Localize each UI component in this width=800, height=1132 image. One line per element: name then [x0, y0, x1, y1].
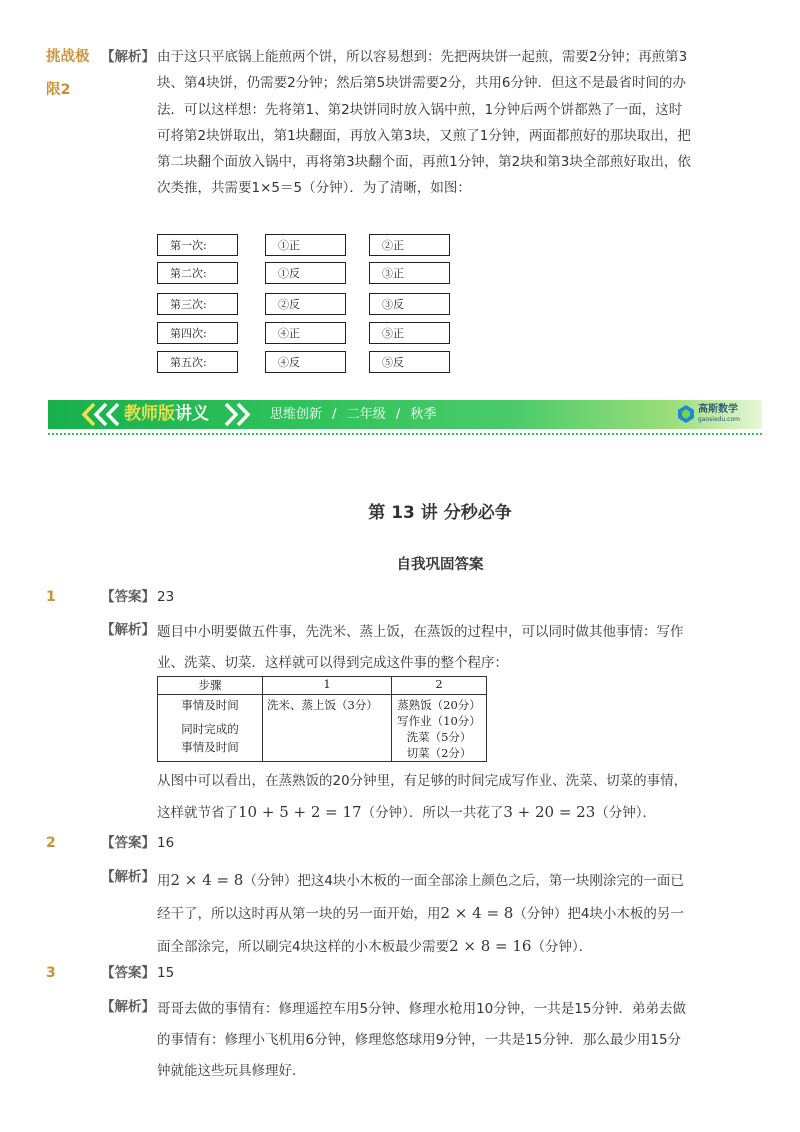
text-span: （分钟）．	[595, 805, 657, 821]
brand-name: 高斯数学	[698, 404, 738, 415]
text-line: 的事情有：修理小飞机用6分钟，修理悠悠球用9分钟，一共是15分钟．那么最少用15分	[157, 1032, 682, 1048]
pancake-box: ③正	[369, 262, 450, 284]
text-line: 哥哥去做的事情有：修理遥控车用5分钟、修理水枪用10分钟，一共是15分钟．弟弟去做	[157, 1001, 686, 1017]
text-line	[157, 897, 769, 930]
pancake-box: ②正	[369, 234, 450, 256]
table-cell	[392, 695, 487, 762]
table-header-cell: 步骤	[158, 677, 263, 695]
question-number: 3	[46, 965, 56, 981]
banner-dotted-rule	[48, 433, 762, 435]
text-line	[157, 864, 769, 897]
row-label: 事情及时间	[181, 698, 239, 712]
table-row-labels	[158, 695, 263, 762]
cell-line: 切菜（2分）	[406, 746, 472, 760]
text-line: 钟就能这些玩具修理好．	[157, 1063, 306, 1079]
pancake-box: ③反	[369, 293, 450, 315]
challenge-label-line1: 挑战极	[46, 49, 90, 65]
step-label-box: 第四次:	[157, 322, 238, 344]
text-span: （分钟）把这4块小木板的一面全部涂上颜色之后，第一块刚涂完的一面已	[243, 873, 684, 889]
text-span: 用	[157, 873, 171, 889]
answer-value: 15	[157, 965, 175, 981]
steps-table	[157, 676, 487, 762]
answer-value: 16	[157, 835, 175, 851]
banner-title-a: 教师版	[124, 404, 175, 424]
text-span: 这样就节省了	[157, 805, 238, 821]
banner-title	[124, 403, 209, 426]
text-line	[157, 797, 767, 829]
q1-conclusion	[157, 766, 767, 829]
answer-tag: 【答案】	[101, 835, 155, 851]
chevron-right-icon	[220, 403, 260, 426]
breadcrumb-separator: /	[395, 407, 401, 422]
lecture-title: 第 13 讲 分秒必争	[368, 503, 512, 523]
analysis-tag: 【解析】	[101, 999, 155, 1015]
analysis-tag: 【解析】	[101, 869, 155, 885]
breadcrumb-item: 秋季	[410, 407, 437, 422]
cell-line: 蒸熟饭（20分）	[397, 698, 481, 712]
math-expression: 2 × 8 = 16	[449, 937, 532, 955]
step-label-box: 第三次:	[157, 293, 238, 315]
text-line: 由于这只平底锅上能煎两个饼，所以容易想到：先把两块饼一起煎，需要2分钟；再煎第3	[157, 49, 688, 65]
table-header-cell: 2	[392, 677, 487, 695]
teacher-edition-banner	[48, 400, 762, 429]
pancake-box: ④正	[265, 322, 346, 344]
challenge-analysis-tag: 【解析】	[101, 49, 155, 65]
text-span: （分钟）．所以一共花了	[361, 805, 504, 821]
challenge-label-line2: 限2	[46, 82, 71, 98]
breadcrumb-item: 思维创新	[270, 407, 323, 422]
table-cell: 洗米、蒸上饭（3分）	[263, 695, 392, 762]
q2-analysis	[157, 864, 769, 963]
question-number: 2	[46, 835, 56, 851]
text-line	[157, 930, 769, 963]
banner-breadcrumb	[270, 405, 436, 425]
q3-analysis	[157, 994, 769, 1087]
text-span: 经干了，所以这时再从第一块的另一面开始，用	[157, 906, 441, 922]
text-line: 次类推，共需要1×5＝5（分钟）．为了清晰，如图：	[157, 180, 471, 197]
pancake-box: ④反	[265, 351, 346, 373]
cell-line: 写作业（10分）	[397, 714, 481, 728]
math-expression: 2 × 4 = 8	[440, 904, 514, 922]
row-label: 同时完成的	[181, 722, 239, 736]
pancake-box: ⑤正	[369, 322, 450, 344]
challenge-text	[157, 44, 767, 202]
question-number: 1	[46, 589, 56, 605]
math-expression: 2 × 4 = 8	[170, 871, 244, 889]
step-label-box: 第一次:	[157, 234, 238, 256]
text-line: 业、洗菜、切菜．这样就可以得到完成这件事的整个程序：	[157, 655, 508, 671]
analysis-tag: 【解析】	[101, 622, 155, 638]
text-span: 面全部涂完，所以刷完4块这样的小木板最少需要	[157, 939, 450, 955]
chevron-left-icon	[78, 403, 126, 426]
pancake-box: ①反	[265, 262, 346, 284]
text-line: 块、第4块饼，仍需要2分钟；然后第5块饼需要2分，共用6分钟．但这不是最省时间的办	[157, 75, 686, 92]
row-label: 事情及时间	[181, 740, 239, 754]
text-line: 第二块翻个面放入锅中，再将第3块翻个面，再煎1分钟，第2块和第3块全部煎好取出，依	[157, 154, 691, 171]
math-expression: 10 + 5 + 2 = 17	[238, 803, 362, 821]
table-header-cell: 1	[263, 677, 392, 695]
brand-url: gaosiedu.com	[698, 416, 740, 423]
step-label-box: 第五次:	[157, 351, 238, 373]
cell-line: 洗菜（5分）	[406, 730, 472, 744]
pancake-box: ⑤反	[369, 351, 450, 373]
text-span: （分钟）把4块小木板的另一	[513, 906, 684, 922]
answer-tag: 【答案】	[101, 965, 155, 981]
text-line: 从图中可以看出，在蒸熟饭的20分钟里，有足够的时间完成写作业、洗菜、切菜的事情，	[157, 773, 688, 789]
breadcrumb-item: 二年级	[346, 407, 386, 422]
answer-value: 23	[157, 589, 175, 605]
math-expression: 3 + 20 = 23	[503, 803, 596, 821]
q1-analysis	[157, 617, 767, 679]
banner-title-b: 讲义	[175, 404, 209, 424]
brand-logo-icon	[676, 404, 696, 424]
challenge-label	[46, 44, 90, 104]
text-span: （分钟）．	[531, 939, 593, 955]
section-subtitle: 自我巩固答案	[396, 557, 484, 573]
pancake-box: ②反	[265, 293, 346, 315]
text-line: 题目中小明要做五件事，先洗米、蒸上饭，在蒸饭的过程中，可以同时做其他事情：写作	[157, 624, 684, 640]
step-label-box: 第二次:	[157, 262, 238, 284]
text-line: 法．可以这样想：先将第1、第2块饼同时放入锅中煎，1分钟后两个饼都熟了一面，这时	[157, 101, 683, 118]
pancake-box: ①正	[265, 234, 346, 256]
text-line: 可将第2块饼取出，第1块翻面，再放入第3块，又煎了1分钟，两面都煎好的那块取出，把	[157, 127, 691, 144]
answer-tag: 【答案】	[101, 589, 155, 605]
breadcrumb-separator: /	[332, 407, 337, 422]
